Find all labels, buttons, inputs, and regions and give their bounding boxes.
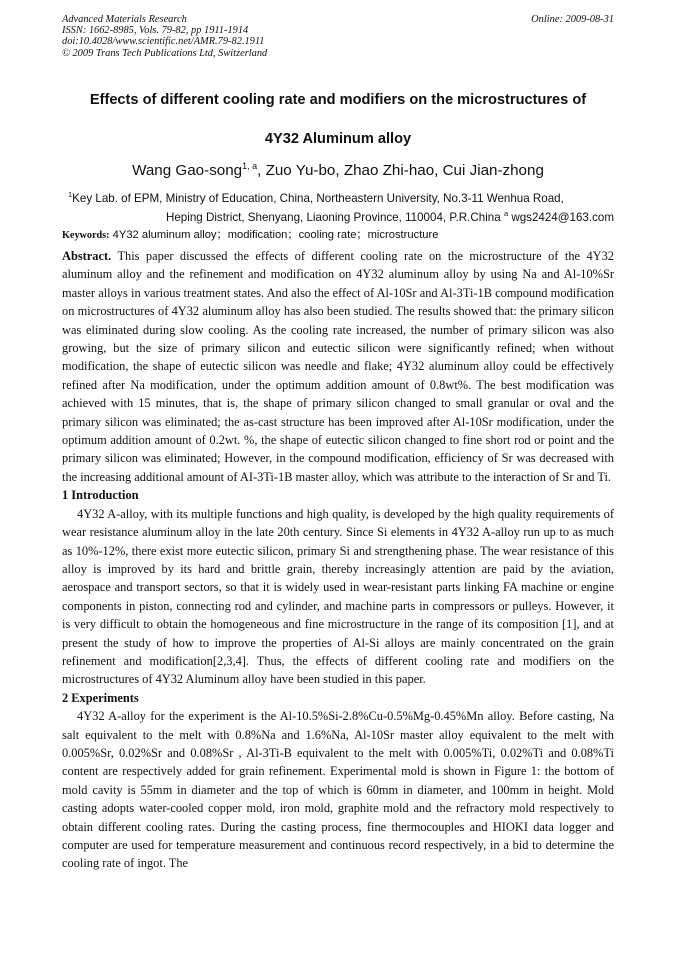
affiliation (62, 189, 614, 227)
affiliation-line-2: Heping District, Shenyang, Liaoning Province, 110004, P.R.China (165, 211, 501, 224)
copyright-line: © 2009 Trans Tech Publications Ltd, Switzerland (62, 47, 268, 59)
keywords-label: Keywords: (62, 230, 110, 241)
author-list (62, 161, 614, 181)
doi-line: doi:10.4028/www.scientific.net/AMR.79-82.1911 (62, 36, 265, 48)
experiments-paragraph: 4Y32 A-alloy for the experiment is the Al-10.5%Si-2.8%Cu-0.5%Mg-0.45%Mn alloy. Before casting, Na salt equivalent to the melt with 0.8%Na and 1.6%Na, Al-10Sr master alloy equivalent to the melt with 0.005%Sr, 0.02%Sr and 0.08%Sr , Al-3Ti-B equivalent to the melt with 0.005%Ti, 0.02%Ti and 0.08%Ti content are respectively added for grain refinement. Experimental mold is shown in Figure 1: the bottom of mold cavity is 55mm in diameter and the top of which is 60mm in diameter, and 100mm in height. Mold casting adopts water-cooled copper mold, iron mold, graphite mold and the refractory mold respectively to obtain different cooling rates. During the casting process, fine thermocouples and HIOKI data logger and computer are used for temperature measurement and continuous record respectively, in a bid to determine the cooling rate of ingot. The (62, 709, 614, 871)
author-email: wgs2424@163.com (511, 211, 614, 224)
paper-title-line-2: 4Y32 Aluminum alloy (264, 131, 412, 147)
introduction-paragraph: 4Y32 A-alloy, with its multiple functions and high quality, is developed by the high quality requirements of wear resistance aluminum alloy in the late 20th century. Since Si elements in 4Y32 A-alloy run up to as much as 10%-12%, there exist more eutectic silicon, primary Si and strengthening phase. The wear resistance of this alloy is improved by its hard and brittle grain, thereby increasingly attention are paid by the aviation, aerospace and transport sectors, so that it is widely used in wear-resistant parts linking FA machine or engine components in piston, connecting rod and cylinder, and machine parts in compressors or pulleys. However, it is very difficult to obtain the homogeneous and fine microstructure in the range of its composition [1], and at present the study of how to improve the properties of Al-Si alloys are mainly concentrated on the grain refinement and modification[2,3,4]. Thus, the effects of different cooling rate and modifiers on the microstructures of 4Y32 Aluminum alloy have been studied in this paper. (62, 506, 614, 687)
first-author: Wang Gao-song (132, 162, 243, 179)
other-authors: , Zuo Yu-bo, Zhao Zhi-hao, Cui Jian-zhong (257, 162, 544, 179)
paper-page (62, 14, 614, 873)
email-mark: a (503, 209, 509, 218)
experiments-heading: 2 Experiments (62, 690, 139, 705)
journal-name: Advanced Materials Research (62, 14, 187, 25)
keywords-text: 4Y32 aluminum alloy；modification；cooling rate；microstructure (112, 229, 439, 241)
journal-header (62, 14, 614, 62)
first-author-affiliation-mark: 1, a (242, 161, 258, 171)
abstract (62, 247, 614, 486)
introduction-heading: 1 Introduction (62, 488, 139, 503)
abstract-label: Abstract. (62, 249, 112, 263)
paper-title-line-1: Effects of different cooling rate and modifiers on the microstructures of (89, 92, 587, 108)
affiliation-mark: 1 (68, 190, 73, 199)
issn-line: ISSN: 1662-8985, Vols. 79-82, pp 1911-1914 (62, 25, 249, 37)
keywords (62, 227, 614, 244)
abstract-text: This paper discussed the effects of different cooling rate on the microstructure of the 4Y32 aluminum alloy and the refinement and modification on 4Y32 aluminum alloy by using Na and Al-10%Sr master alloys in various treatment states. And also the effect of Al-10Sr and Al-3Ti-1B compound modification on microstructures of 4Y32 aluminum alloy has also been studied. The results showed that: the primary silicon was eliminated during slow cooling. As the cooling rate increased, the number of primary silicon was also growing, but the size of primary silicon and eutectic silicon were significantly refined; when without modification, the shape of eutectic silicon was needle and flake; 4Y32 aluminum alloy could be effectively refined after Na modification, under the optimum addition amount of 0.8wt%. The best modification was achieved with 15 minutes, that is, the shape of primary silicon changed to small granular or oval and the primary silicon was eliminated; the as-cast structure has been improved after Al-10Sr modification, under the optimum addition amount of 0.2wt. %, the shape of eutectic silicon changed to fine short rod or point and the primary silicon was eliminated; However, in the compound modification, efficiency of Sr was decreased with the increasing additional amount of AI-3Ti-1B master alloy, which was attribute to the interaction of Sr and Ti. (62, 249, 615, 484)
online-date: Online: 2009-08-31 (531, 14, 614, 25)
affiliation-line-1: Key Lab. of EPM, Ministry of Education, China, Northeastern University, No.3-11 Wenhua Road, (72, 192, 564, 205)
